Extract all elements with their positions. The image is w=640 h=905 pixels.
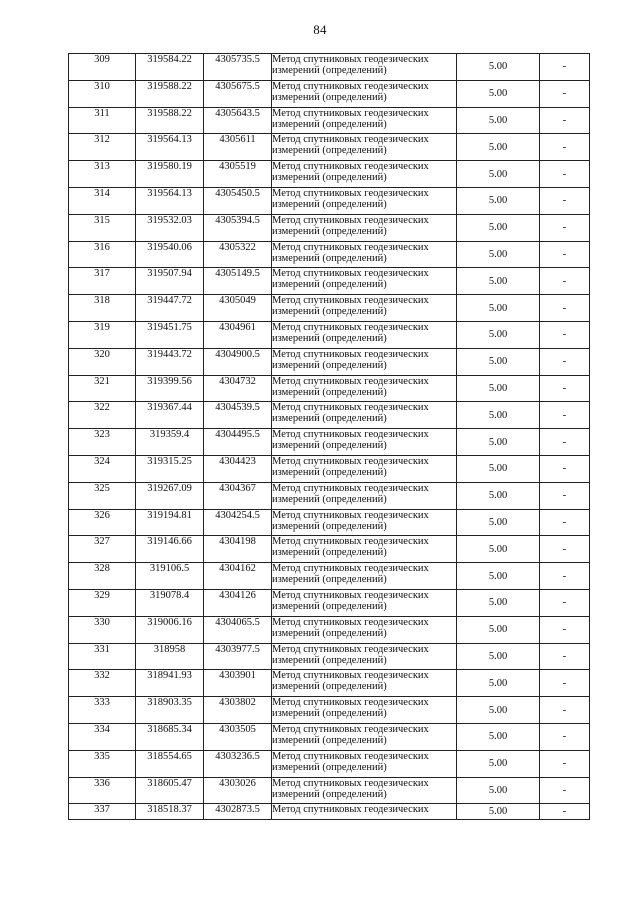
extra-cell: -	[540, 241, 590, 268]
accuracy-cell: 5.00	[457, 723, 540, 750]
point-number-cell: 313	[69, 161, 136, 188]
extra-cell: -	[540, 54, 590, 81]
accuracy-cell: 5.00	[457, 509, 540, 536]
accuracy-cell: 5.00	[457, 455, 540, 482]
table-row	[69, 670, 590, 697]
x-coordinate-cell: 319106.5	[136, 563, 204, 590]
table-row	[69, 54, 590, 81]
point-number-cell: 316	[69, 241, 136, 268]
x-coordinate-cell: 319146.66	[136, 536, 204, 563]
table-row	[69, 616, 590, 643]
point-number-cell: 317	[69, 268, 136, 295]
extra-cell: -	[540, 670, 590, 697]
method-cell: Метод спутниковых геодезических измерений (определений)	[272, 509, 457, 536]
x-coordinate-cell: 318685.34	[136, 723, 204, 750]
x-coordinate-cell: 319006.16	[136, 616, 204, 643]
table-row	[69, 589, 590, 616]
extra-cell: -	[540, 723, 590, 750]
point-number-cell: 332	[69, 670, 136, 697]
table-row	[69, 402, 590, 429]
method-cell: Метод спутниковых геодезических измерений (определений)	[272, 268, 457, 295]
method-cell: Метод спутниковых геодезических измерений (определений)	[272, 536, 457, 563]
y-coordinate-cell: 4304198	[204, 536, 272, 563]
extra-cell: -	[540, 697, 590, 724]
x-coordinate-cell: 319078.4	[136, 589, 204, 616]
method-cell: Метод спутниковых геодезических измерений (определений)	[272, 402, 457, 429]
table-row	[69, 804, 590, 820]
point-number-cell: 324	[69, 455, 136, 482]
point-number-cell: 326	[69, 509, 136, 536]
accuracy-cell: 5.00	[457, 750, 540, 777]
accuracy-cell: 5.00	[457, 161, 540, 188]
x-coordinate-cell: 319584.22	[136, 54, 204, 81]
point-number-cell: 325	[69, 482, 136, 509]
x-coordinate-cell: 319580.19	[136, 161, 204, 188]
point-number-cell: 314	[69, 187, 136, 214]
accuracy-cell: 5.00	[457, 563, 540, 590]
accuracy-cell: 5.00	[457, 429, 540, 456]
accuracy-cell: 5.00	[457, 214, 540, 241]
method-cell: Метод спутниковых геодезических измерений (определений)	[272, 643, 457, 670]
point-number-cell: 315	[69, 214, 136, 241]
y-coordinate-cell: 4302873.5	[204, 804, 272, 820]
extra-cell: -	[540, 187, 590, 214]
x-coordinate-cell: 318903.35	[136, 697, 204, 724]
accuracy-cell: 5.00	[457, 348, 540, 375]
x-coordinate-cell: 319564.13	[136, 187, 204, 214]
point-number-cell: 334	[69, 723, 136, 750]
point-number-cell: 320	[69, 348, 136, 375]
extra-cell: -	[540, 80, 590, 107]
y-coordinate-cell: 4303802	[204, 697, 272, 724]
extra-cell: -	[540, 589, 590, 616]
y-coordinate-cell: 4305322	[204, 241, 272, 268]
x-coordinate-cell: 319451.75	[136, 321, 204, 348]
y-coordinate-cell: 4304495.5	[204, 429, 272, 456]
x-coordinate-cell: 319540.06	[136, 241, 204, 268]
y-coordinate-cell: 4305519	[204, 161, 272, 188]
y-coordinate-cell: 4304961	[204, 321, 272, 348]
extra-cell: -	[540, 375, 590, 402]
table-row	[69, 348, 590, 375]
point-number-cell: 327	[69, 536, 136, 563]
table-row	[69, 134, 590, 161]
x-coordinate-cell: 319194.81	[136, 509, 204, 536]
extra-cell: -	[540, 348, 590, 375]
method-cell: Метод спутниковых геодезических измерений (определений)	[272, 750, 457, 777]
method-cell: Метод спутниковых геодезических измерений (определений)	[272, 482, 457, 509]
y-coordinate-cell: 4304367	[204, 482, 272, 509]
accuracy-cell: 5.00	[457, 375, 540, 402]
accuracy-cell: 5.00	[457, 54, 540, 81]
accuracy-cell: 5.00	[457, 321, 540, 348]
extra-cell: -	[540, 455, 590, 482]
method-cell: Метод спутниковых геодезических измерений (определений)	[272, 321, 457, 348]
x-coordinate-cell: 319507.94	[136, 268, 204, 295]
method-cell: Метод спутниковых геодезических измерений (определений)	[272, 241, 457, 268]
extra-cell: -	[540, 643, 590, 670]
extra-cell: -	[540, 616, 590, 643]
table-row	[69, 241, 590, 268]
method-cell: Метод спутниковых геодезических измерений (определений)	[272, 429, 457, 456]
x-coordinate-cell: 319267.09	[136, 482, 204, 509]
method-cell: Метод спутниковых геодезических измерений (определений)	[272, 134, 457, 161]
extra-cell: -	[540, 268, 590, 295]
table-row	[69, 214, 590, 241]
y-coordinate-cell: 4304423	[204, 455, 272, 482]
method-cell: Метод спутниковых геодезических измерений (определений)	[272, 214, 457, 241]
extra-cell: -	[540, 295, 590, 322]
accuracy-cell: 5.00	[457, 643, 540, 670]
accuracy-cell: 5.00	[457, 187, 540, 214]
accuracy-cell: 5.00	[457, 295, 540, 322]
x-coordinate-cell: 319399.56	[136, 375, 204, 402]
table-row	[69, 536, 590, 563]
method-cell: Метод спутниковых геодезических измерений (определений)	[272, 697, 457, 724]
table-row	[69, 107, 590, 134]
table-row	[69, 563, 590, 590]
point-number-cell: 309	[69, 54, 136, 81]
point-number-cell: 318	[69, 295, 136, 322]
method-cell: Метод спутниковых геодезических измерений (определений)	[272, 723, 457, 750]
extra-cell: -	[540, 750, 590, 777]
table-row	[69, 697, 590, 724]
method-cell: Метод спутниковых геодезических измерений (определений)	[272, 563, 457, 590]
method-cell: Метод спутниковых геодезических измерений (определений)	[272, 670, 457, 697]
accuracy-cell: 5.00	[457, 804, 540, 820]
point-number-cell: 337	[69, 804, 136, 820]
method-cell: Метод спутниковых геодезических измерений (определений)	[272, 107, 457, 134]
point-number-cell: 330	[69, 616, 136, 643]
point-number-cell: 310	[69, 80, 136, 107]
extra-cell: -	[540, 429, 590, 456]
method-cell: Метод спутниковых геодезических измерений (определений)	[272, 54, 457, 81]
x-coordinate-cell: 318941.93	[136, 670, 204, 697]
y-coordinate-cell: 4304732	[204, 375, 272, 402]
method-cell: Метод спутниковых геодезических измерений (определений)	[272, 589, 457, 616]
point-number-cell: 323	[69, 429, 136, 456]
accuracy-cell: 5.00	[457, 536, 540, 563]
y-coordinate-cell: 4303901	[204, 670, 272, 697]
extra-cell: -	[540, 563, 590, 590]
extra-cell: -	[540, 161, 590, 188]
method-cell: Метод спутниковых геодезических измерений (определений)	[272, 161, 457, 188]
extra-cell: -	[540, 107, 590, 134]
y-coordinate-cell: 4305735.5	[204, 54, 272, 81]
y-coordinate-cell: 4305149.5	[204, 268, 272, 295]
x-coordinate-cell: 319532.03	[136, 214, 204, 241]
extra-cell: -	[540, 804, 590, 820]
table-row	[69, 321, 590, 348]
y-coordinate-cell: 4305450.5	[204, 187, 272, 214]
accuracy-cell: 5.00	[457, 482, 540, 509]
y-coordinate-cell: 4304900.5	[204, 348, 272, 375]
method-cell: Метод спутниковых геодезических измерений (определений)	[272, 348, 457, 375]
extra-cell: -	[540, 777, 590, 804]
x-coordinate-cell: 318958	[136, 643, 204, 670]
accuracy-cell: 5.00	[457, 241, 540, 268]
y-coordinate-cell: 4304162	[204, 563, 272, 590]
table-row	[69, 429, 590, 456]
accuracy-cell: 5.00	[457, 134, 540, 161]
point-number-cell: 319	[69, 321, 136, 348]
point-number-cell: 336	[69, 777, 136, 804]
x-coordinate-cell: 319564.13	[136, 134, 204, 161]
y-coordinate-cell: 4303977.5	[204, 643, 272, 670]
coordinates-table	[68, 53, 590, 820]
point-number-cell: 329	[69, 589, 136, 616]
table-row	[69, 455, 590, 482]
x-coordinate-cell: 319588.22	[136, 107, 204, 134]
x-coordinate-cell: 319367.44	[136, 402, 204, 429]
table-row	[69, 187, 590, 214]
y-coordinate-cell: 4304126	[204, 589, 272, 616]
accuracy-cell: 5.00	[457, 268, 540, 295]
x-coordinate-cell: 319447.72	[136, 295, 204, 322]
accuracy-cell: 5.00	[457, 589, 540, 616]
point-number-cell: 331	[69, 643, 136, 670]
y-coordinate-cell: 4305394.5	[204, 214, 272, 241]
table-row	[69, 295, 590, 322]
y-coordinate-cell: 4303236.5	[204, 750, 272, 777]
table-row	[69, 268, 590, 295]
y-coordinate-cell: 4305643.5	[204, 107, 272, 134]
table-body	[69, 54, 590, 820]
y-coordinate-cell: 4303505	[204, 723, 272, 750]
table-row	[69, 161, 590, 188]
x-coordinate-cell: 319443.72	[136, 348, 204, 375]
x-coordinate-cell: 319315.25	[136, 455, 204, 482]
accuracy-cell: 5.00	[457, 616, 540, 643]
method-cell: Метод спутниковых геодезических измерений (определений)	[272, 777, 457, 804]
table-row	[69, 80, 590, 107]
method-cell: Метод спутниковых геодезических измерений (определений)	[272, 375, 457, 402]
table-row	[69, 750, 590, 777]
table-row	[69, 643, 590, 670]
table-row	[69, 375, 590, 402]
page-number: 84	[313, 22, 327, 37]
x-coordinate-cell: 318554.65	[136, 750, 204, 777]
y-coordinate-cell: 4304254.5	[204, 509, 272, 536]
x-coordinate-cell: 318518.37	[136, 804, 204, 820]
point-number-cell: 333	[69, 697, 136, 724]
point-number-cell: 322	[69, 402, 136, 429]
table-row	[69, 482, 590, 509]
extra-cell: -	[540, 134, 590, 161]
extra-cell: -	[540, 482, 590, 509]
y-coordinate-cell: 4303026	[204, 777, 272, 804]
x-coordinate-cell: 319588.22	[136, 80, 204, 107]
method-cell: Метод спутниковых геодезических измерений (определений)	[272, 455, 457, 482]
point-number-cell: 335	[69, 750, 136, 777]
x-coordinate-cell: 318605.47	[136, 777, 204, 804]
table-row	[69, 723, 590, 750]
accuracy-cell: 5.00	[457, 107, 540, 134]
y-coordinate-cell: 4305049	[204, 295, 272, 322]
extra-cell: -	[540, 509, 590, 536]
y-coordinate-cell: 4305675.5	[204, 80, 272, 107]
y-coordinate-cell: 4304539.5	[204, 402, 272, 429]
point-number-cell: 311	[69, 107, 136, 134]
accuracy-cell: 5.00	[457, 777, 540, 804]
method-cell: Метод спутниковых геодезических измерений (определений)	[272, 295, 457, 322]
table-row	[69, 509, 590, 536]
x-coordinate-cell: 319359.4	[136, 429, 204, 456]
method-cell: Метод спутниковых геодезических измерений (определений)	[272, 80, 457, 107]
extra-cell: -	[540, 402, 590, 429]
method-cell: Метод спутниковых геодезических измерений (определений)	[272, 187, 457, 214]
method-cell: Метод спутниковых геодезических	[272, 804, 457, 820]
accuracy-cell: 5.00	[457, 670, 540, 697]
accuracy-cell: 5.00	[457, 80, 540, 107]
point-number-cell: 321	[69, 375, 136, 402]
point-number-cell: 328	[69, 563, 136, 590]
extra-cell: -	[540, 536, 590, 563]
y-coordinate-cell: 4304065.5	[204, 616, 272, 643]
y-coordinate-cell: 4305611	[204, 134, 272, 161]
extra-cell: -	[540, 321, 590, 348]
accuracy-cell: 5.00	[457, 697, 540, 724]
table-row	[69, 777, 590, 804]
method-cell: Метод спутниковых геодезических измерений (определений)	[272, 616, 457, 643]
point-number-cell: 312	[69, 134, 136, 161]
accuracy-cell: 5.00	[457, 402, 540, 429]
extra-cell: -	[540, 214, 590, 241]
